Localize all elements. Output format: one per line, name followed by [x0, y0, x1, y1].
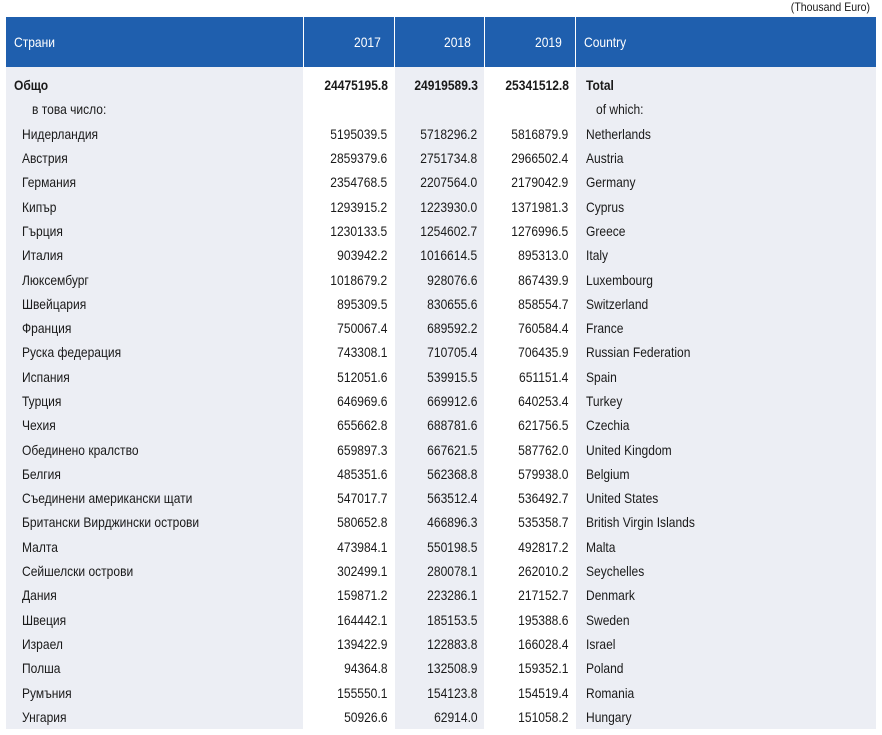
value-2018: 1223930.0 — [394, 194, 484, 218]
value-2018: 1254602.7 — [394, 219, 484, 243]
value-2018: 2207564.0 — [394, 170, 484, 194]
country-name-bg: Австрия — [6, 146, 303, 170]
value-2017: 743308.1 — [337, 344, 388, 361]
unit-note: (Thousand Euro) — [790, 0, 870, 14]
country-name-bg: Руска федерация — [6, 340, 303, 364]
value-2019: 217152.7 — [484, 583, 575, 607]
table-row — [6, 170, 876, 194]
country-name-en: Sweden — [575, 608, 876, 632]
value-2017: 1018679.2 — [330, 271, 388, 288]
country-name-en: United States — [575, 486, 876, 510]
value-2019: 5816879.9 — [484, 122, 575, 146]
value-2017: 155550.1 — [337, 684, 388, 701]
country-name-bg: Франция — [6, 316, 303, 340]
country-name-bg: Общо — [6, 67, 303, 97]
value-2017: 1293915.2 — [330, 198, 388, 215]
value-2017: 164442.1 — [337, 611, 388, 628]
value-2017: 94364.8 — [343, 660, 388, 677]
country-name-bg: Швейцария — [6, 292, 303, 316]
table-row — [6, 292, 876, 316]
value-2019: 651151.4 — [484, 365, 575, 389]
value-2017: 1230133.5 — [330, 222, 388, 239]
country-name-bg: Израел — [6, 632, 303, 656]
country-name-en: Cyprus — [575, 194, 876, 218]
value-2017: 547017.7 — [337, 490, 388, 507]
value-2019: 895313.0 — [484, 243, 575, 267]
table-row — [6, 705, 876, 729]
country-name-bg: Унгария — [6, 705, 303, 729]
value-2018: 562368.8 — [394, 462, 484, 486]
table-row — [6, 632, 876, 656]
value-2017: 655662.8 — [337, 417, 388, 434]
country-name-en: Poland — [575, 656, 876, 680]
country-name-bg: Турция — [6, 389, 303, 413]
country-name-en: Israel — [575, 632, 876, 656]
value-2018: 689592.2 — [394, 316, 484, 340]
country-name-en: Spain — [575, 365, 876, 389]
country-name-en: Belgium — [575, 462, 876, 486]
table-row — [6, 486, 876, 510]
subheading-row — [6, 97, 876, 121]
value-2019: 492817.2 — [484, 535, 575, 559]
value-2019: 262010.2 — [484, 559, 575, 583]
value-2019: 154519.4 — [484, 680, 575, 704]
country-name-en: Czechia — [575, 413, 876, 437]
country-name-en: Luxembourg — [575, 267, 876, 291]
country-name-en: of which: — [575, 97, 876, 121]
value-2019: 2179042.9 — [484, 170, 575, 194]
country-name-en: Malta — [575, 535, 876, 559]
country-name-bg: Нидерландия — [6, 122, 303, 146]
country-name-bg: Чехия — [6, 413, 303, 437]
data-table — [6, 17, 876, 729]
value-2017: 159871.2 — [337, 587, 388, 604]
value-2017: 50926.6 — [343, 708, 388, 725]
country-name-bg: Дания — [6, 583, 303, 607]
country-name-bg: Съединени американски щати — [6, 486, 303, 510]
value-2018: 24919589.3 — [394, 67, 484, 97]
header-2018: 2018 — [394, 17, 484, 67]
table-row — [6, 340, 876, 364]
country-name-en: Romania — [575, 680, 876, 704]
value-2018: 132508.9 — [394, 656, 484, 680]
value-2018: 830655.6 — [394, 292, 484, 316]
value-2019: 579938.0 — [484, 462, 575, 486]
country-name-en: Hungary — [575, 705, 876, 729]
value-2019: 535358.7 — [484, 510, 575, 534]
value-2019: 166028.4 — [484, 632, 575, 656]
table-row — [6, 608, 876, 632]
value-2018: 928076.6 — [394, 267, 484, 291]
country-name-en: United Kingdom — [575, 437, 876, 461]
country-name-bg: Белгия — [6, 462, 303, 486]
table-row — [6, 365, 876, 389]
value-2017: 580652.8 — [337, 514, 388, 531]
value-2017 — [303, 97, 394, 121]
value-2017: 139422.9 — [337, 635, 388, 652]
value-2019: 159352.1 — [484, 656, 575, 680]
country-name-en: British Virgin Islands — [575, 510, 876, 534]
value-2017: 473984.1 — [337, 538, 388, 555]
country-name-en: Seychelles — [575, 559, 876, 583]
value-2017: 750067.4 — [337, 320, 388, 337]
country-name-en: Italy — [575, 243, 876, 267]
table-row — [6, 219, 876, 243]
country-name-en: Greece — [575, 219, 876, 243]
value-2018: 223286.1 — [394, 583, 484, 607]
value-2018: 710705.4 — [394, 340, 484, 364]
value-2017: 659897.3 — [337, 441, 388, 458]
country-name-bg: Испания — [6, 365, 303, 389]
value-2017: 646969.6 — [337, 393, 388, 409]
value-2019: 195388.6 — [484, 608, 575, 632]
value-2018: 1016614.5 — [394, 243, 484, 267]
table-row — [6, 535, 876, 559]
value-2018: 669912.6 — [394, 389, 484, 413]
table-row — [6, 389, 876, 413]
value-2018: 563512.4 — [394, 486, 484, 510]
country-name-en: Germany — [575, 170, 876, 194]
table-row — [6, 122, 876, 146]
table-row — [6, 243, 876, 267]
country-name-en: France — [575, 316, 876, 340]
country-name-bg: Люксембург — [6, 267, 303, 291]
value-2019: 867439.9 — [484, 267, 575, 291]
country-name-bg: Малта — [6, 535, 303, 559]
value-2018: 5718296.2 — [394, 122, 484, 146]
country-name-bg: Германия — [6, 170, 303, 194]
table-row — [6, 316, 876, 340]
value-2018: 62914.0 — [394, 705, 484, 729]
value-2018: 667621.5 — [394, 437, 484, 461]
value-2019 — [484, 97, 575, 121]
header-2017: 2017 — [303, 17, 394, 67]
country-name-bg: Британски Вирджински острови — [6, 510, 303, 534]
value-2017: 24475195.8 — [323, 77, 388, 94]
value-2018: 154123.8 — [394, 680, 484, 704]
value-2017: 903942.2 — [337, 247, 388, 264]
value-2017: 485351.6 — [337, 465, 388, 482]
value-2017: 2354768.5 — [330, 174, 388, 191]
value-2018: 122883.8 — [394, 632, 484, 656]
value-2018: 2751734.8 — [394, 146, 484, 170]
value-2019: 536492.7 — [484, 486, 575, 510]
value-2019: 587762.0 — [484, 437, 575, 461]
total-row — [6, 67, 876, 97]
table-row — [6, 462, 876, 486]
table-row — [6, 510, 876, 534]
country-name-en: Total — [575, 67, 876, 97]
table-row — [6, 267, 876, 291]
value-2018: 539915.5 — [394, 365, 484, 389]
table-row — [6, 437, 876, 461]
header-2019: 2019 — [484, 17, 575, 67]
country-name-bg: Швеция — [6, 608, 303, 632]
value-2017: 895309.5 — [337, 295, 388, 312]
value-2019: 25341512.8 — [484, 67, 575, 97]
value-2019: 640253.4 — [484, 389, 575, 413]
table-row — [6, 146, 876, 170]
table-row — [6, 583, 876, 607]
table-header-row — [6, 17, 876, 67]
value-2017: 302499.1 — [337, 563, 388, 580]
value-2019: 1371981.3 — [484, 194, 575, 218]
country-name-bg: Италия — [6, 243, 303, 267]
country-name-en: Netherlands — [575, 122, 876, 146]
value-2019: 858554.7 — [484, 292, 575, 316]
value-2019: 621756.5 — [484, 413, 575, 437]
table-row — [6, 680, 876, 704]
value-2017: 5195039.5 — [330, 125, 388, 142]
value-2019: 1276996.5 — [484, 219, 575, 243]
country-name-bg: в това число: — [6, 97, 303, 121]
value-2019: 706435.9 — [484, 340, 575, 364]
country-name-en: Russian Federation — [575, 340, 876, 364]
table-row — [6, 194, 876, 218]
country-name-bg: Полша — [6, 656, 303, 680]
value-2018: 550198.5 — [394, 535, 484, 559]
country-name-en: Denmark — [575, 583, 876, 607]
country-name-bg: Обединено кралство — [6, 437, 303, 461]
table-row — [6, 559, 876, 583]
table-row — [6, 413, 876, 437]
country-name-bg: Румъния — [6, 680, 303, 704]
value-2019: 2966502.4 — [484, 146, 575, 170]
value-2017: 2859379.6 — [330, 150, 388, 167]
country-name-en: Austria — [575, 146, 876, 170]
value-2017: 512051.6 — [337, 368, 388, 385]
value-2019: 151058.2 — [484, 705, 575, 729]
value-2018: 185153.5 — [394, 608, 484, 632]
table-row — [6, 656, 876, 680]
header-country-en: Country — [575, 17, 876, 67]
country-name-en: Turkey — [575, 389, 876, 413]
value-2019: 760584.4 — [484, 316, 575, 340]
value-2018 — [394, 97, 484, 121]
value-2018: 688781.6 — [394, 413, 484, 437]
header-countries-bg: Страни — [6, 17, 303, 67]
country-name-en: Switzerland — [575, 292, 876, 316]
value-2018: 280078.1 — [394, 559, 484, 583]
country-name-bg: Кипър — [6, 194, 303, 218]
country-name-bg: Сейшелски острови — [6, 559, 303, 583]
value-2018: 466896.3 — [394, 510, 484, 534]
country-name-bg: Гърция — [6, 219, 303, 243]
